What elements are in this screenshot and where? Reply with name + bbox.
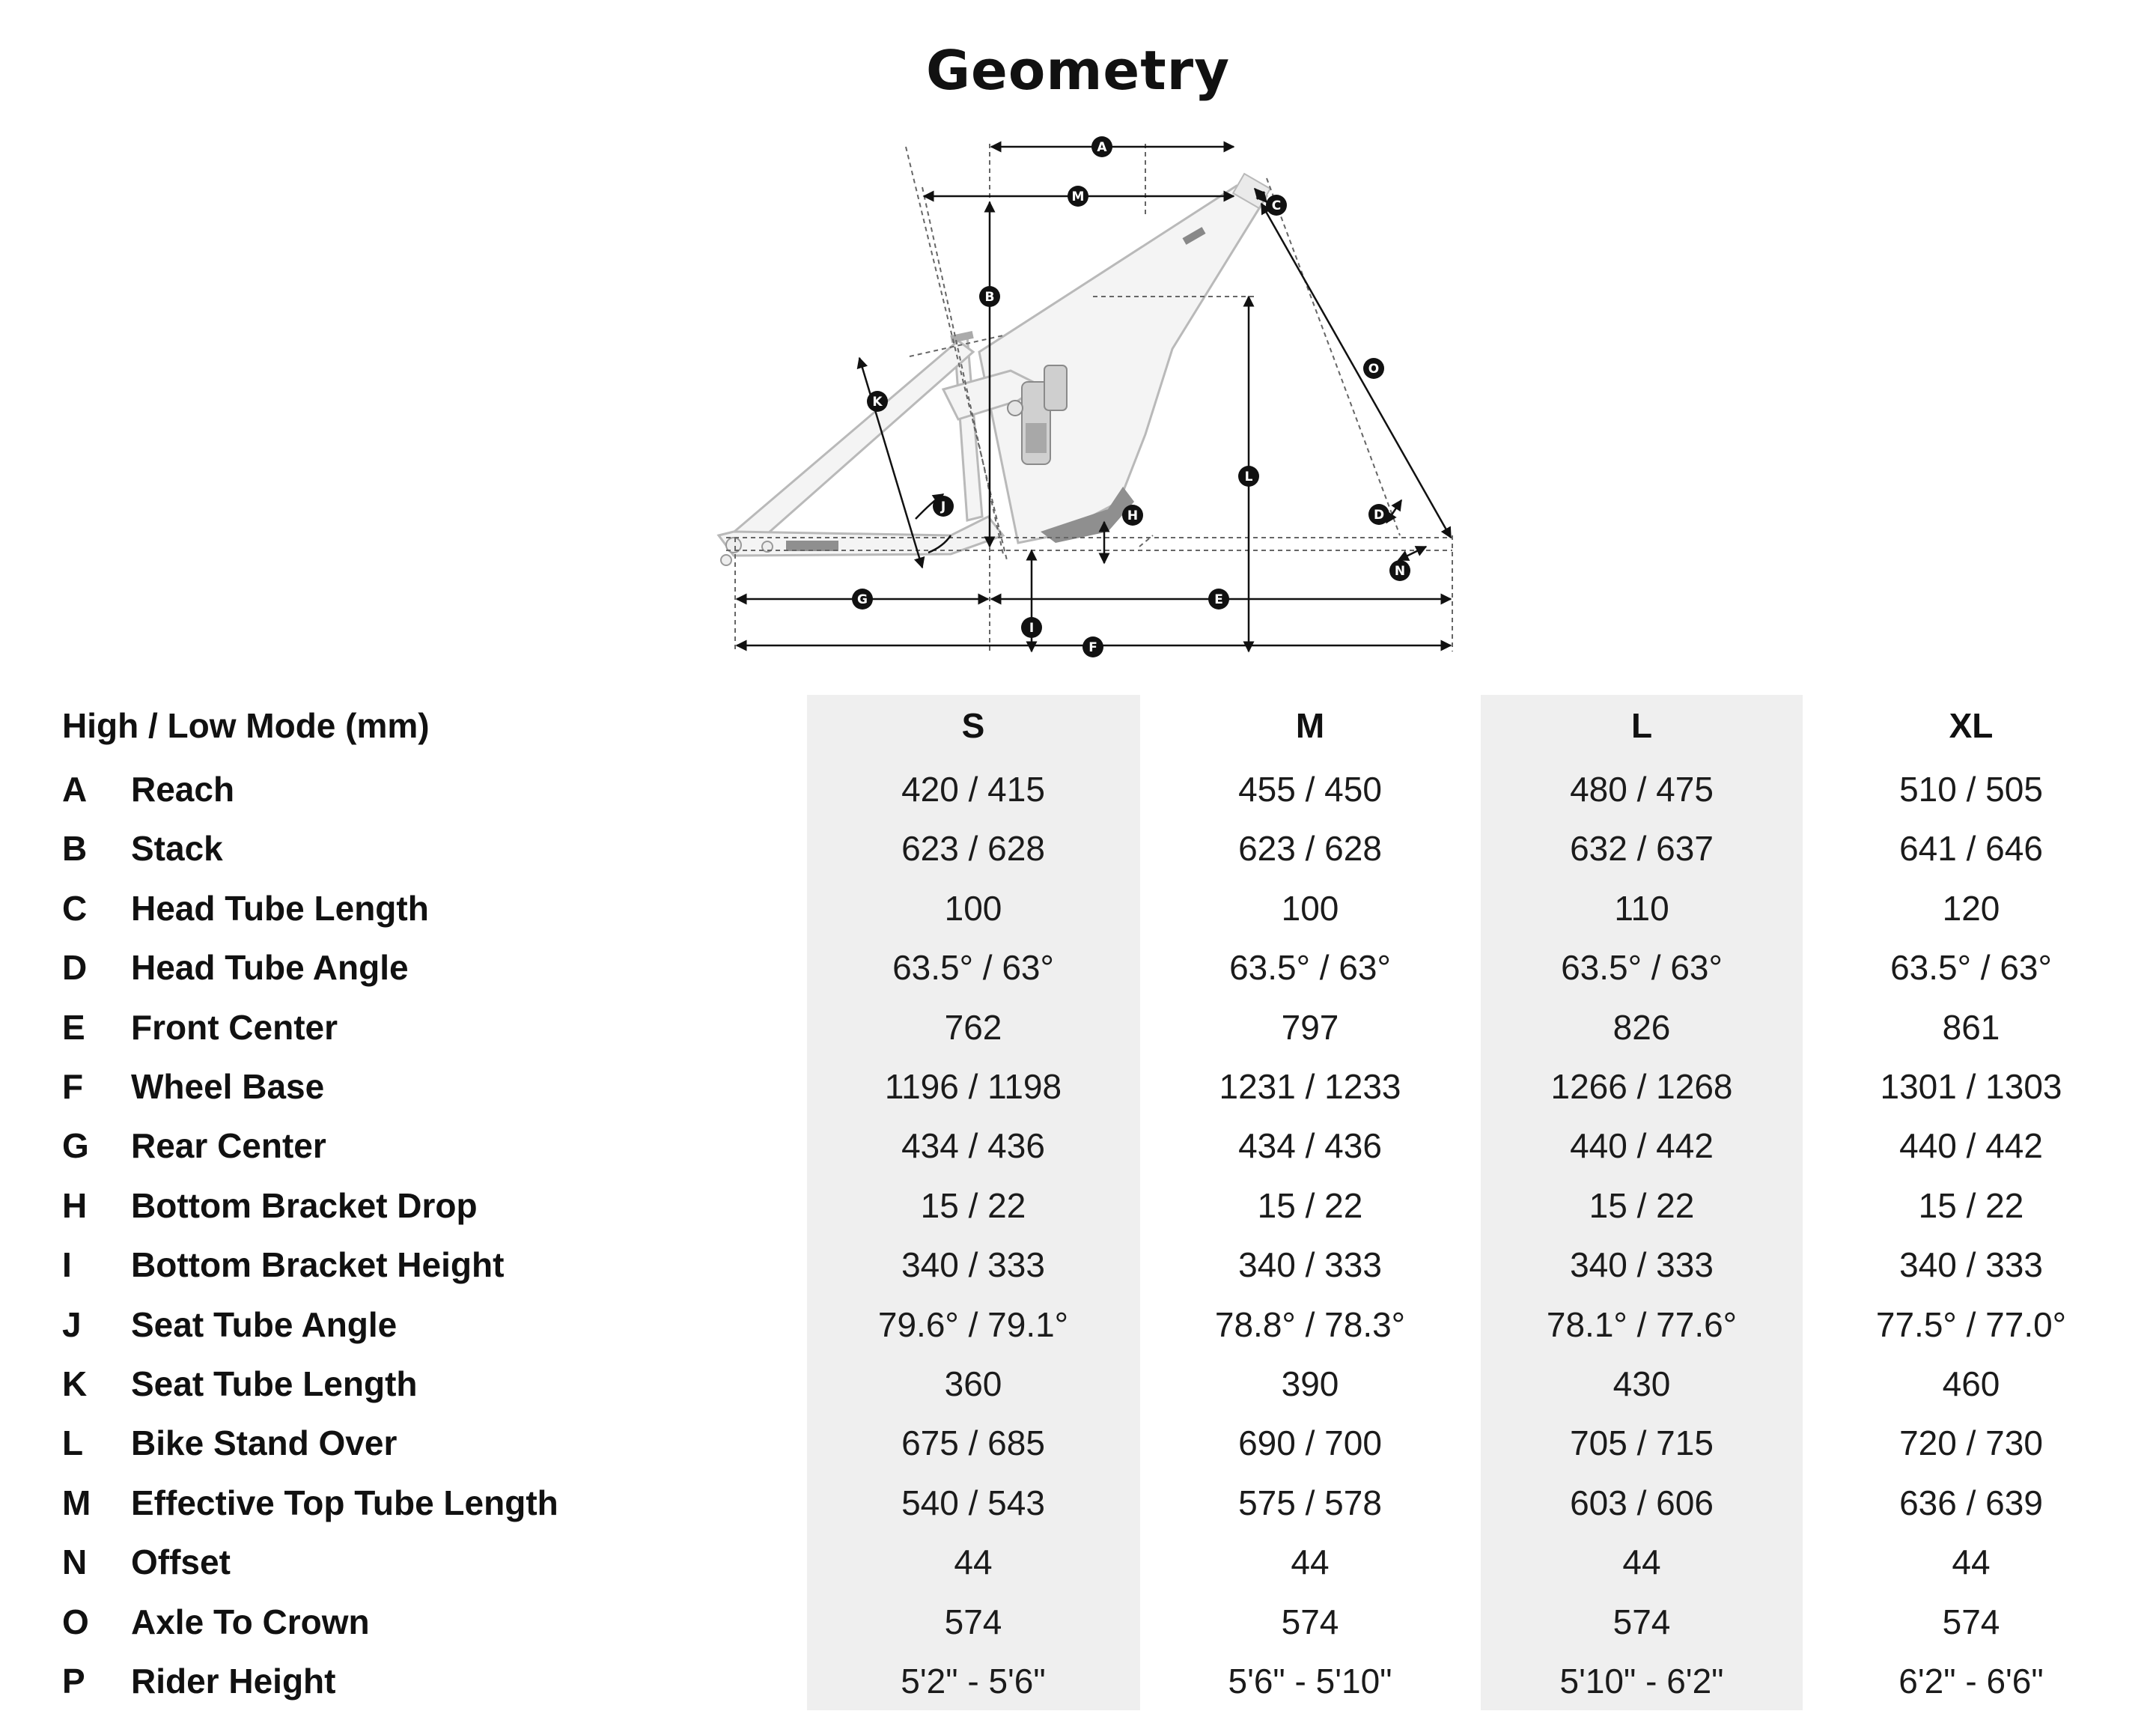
value-n-xl: 44 — [1952, 1543, 1991, 1582]
row-label-d: Head Tube Angle — [131, 948, 409, 988]
value-p-m: 5'6" - 5'10" — [1228, 1662, 1392, 1701]
value-n-l: 44 — [1622, 1543, 1661, 1582]
svg-text:B: B — [984, 290, 995, 305]
page-title: Geometry — [925, 39, 1231, 102]
value-c-l: 110 — [1614, 888, 1669, 928]
row-label-p: Rider Height — [131, 1662, 336, 1701]
callout-a — [1091, 136, 1112, 157]
row-letter-g: G — [62, 1126, 89, 1166]
row-letter-b: B — [62, 829, 88, 869]
row-label-l: Bike Stand Over — [131, 1423, 398, 1463]
value-f-l: 1266 / 1268 — [1550, 1067, 1733, 1106]
svg-text:J: J — [940, 499, 946, 514]
svg-text:G: G — [857, 592, 868, 607]
callout-c — [1266, 195, 1287, 216]
value-d-xl: 63.5° / 63° — [1890, 948, 2052, 988]
svg-text:A: A — [1097, 140, 1107, 155]
row-letter-j: J — [62, 1304, 82, 1344]
value-o-s: 574 — [944, 1602, 1002, 1641]
row-letter-n: N — [62, 1543, 88, 1582]
row-label-c: Head Tube Length — [131, 888, 429, 928]
value-j-l: 78.1° / 77.6° — [1546, 1304, 1738, 1344]
row-letter-h: H — [62, 1185, 88, 1225]
row-letter-a: A — [62, 770, 88, 809]
row-letter-p: P — [62, 1662, 85, 1701]
callout-j — [933, 496, 954, 517]
svg-text:N: N — [1394, 564, 1406, 579]
row-label-a: Reach — [131, 770, 235, 809]
value-j-m: 78.8° / 78.3° — [1214, 1304, 1406, 1344]
row-label-m: Effective Top Tube Length — [131, 1483, 558, 1522]
value-b-l: 632 / 637 — [1570, 829, 1714, 869]
row-letter-i: I — [62, 1245, 72, 1285]
callout-i — [1021, 617, 1042, 638]
row-label-i: Bottom Bracket Height — [131, 1245, 505, 1285]
value-h-l: 15 / 22 — [1589, 1185, 1695, 1225]
svg-text:E: E — [1214, 592, 1223, 607]
value-m-s: 540 / 543 — [901, 1483, 1045, 1522]
svg-text:L: L — [1244, 469, 1253, 484]
value-b-xl: 641 / 646 — [1899, 829, 2043, 869]
value-j-s: 79.6° / 79.1° — [877, 1304, 1069, 1344]
row-letter-e: E — [62, 1007, 85, 1047]
callout-e — [1208, 589, 1229, 610]
value-f-m: 1231 / 1233 — [1219, 1067, 1401, 1106]
value-h-s: 15 / 22 — [920, 1185, 1026, 1225]
callout-l — [1238, 466, 1259, 487]
svg-text:H: H — [1127, 508, 1139, 523]
size-header-xl: XL — [1949, 706, 1994, 745]
row-label-g: Rear Center — [131, 1126, 326, 1166]
value-c-m: 100 — [1281, 888, 1339, 928]
value-i-s: 340 / 333 — [901, 1245, 1045, 1285]
value-o-m: 574 — [1281, 1602, 1339, 1641]
value-e-l: 826 — [1613, 1007, 1671, 1047]
svg-text:I: I — [1029, 621, 1035, 636]
value-d-l: 63.5° / 63° — [1561, 948, 1723, 988]
value-f-xl: 1301 / 1303 — [1880, 1067, 2062, 1106]
size-header-l: L — [1630, 706, 1653, 745]
callout-g — [852, 589, 873, 610]
value-e-xl: 861 — [1942, 1007, 2000, 1047]
value-m-l: 603 / 606 — [1570, 1483, 1714, 1522]
row-label-b: Stack — [131, 829, 223, 869]
table-header-label: High / Low Mode (mm) — [62, 706, 430, 745]
row-letter-o: O — [62, 1602, 89, 1641]
value-a-l: 480 / 475 — [1570, 770, 1714, 809]
value-l-s: 675 / 685 — [901, 1423, 1045, 1463]
svg-text:C: C — [1271, 198, 1282, 213]
value-p-s: 5'2" - 5'6" — [901, 1662, 1046, 1701]
value-m-m: 575 / 578 — [1238, 1483, 1382, 1522]
row-label-h: Bottom Bracket Drop — [131, 1185, 478, 1225]
value-n-m: 44 — [1291, 1543, 1330, 1582]
row-letter-c: C — [62, 888, 88, 928]
callout-b — [979, 286, 1000, 307]
svg-text:F: F — [1088, 640, 1097, 655]
value-f-s: 1196 / 1198 — [884, 1067, 1062, 1106]
value-k-l: 430 — [1613, 1364, 1671, 1403]
value-k-s: 360 — [944, 1364, 1002, 1403]
value-n-s: 44 — [954, 1543, 993, 1582]
value-l-l: 705 / 715 — [1570, 1423, 1714, 1463]
row-letter-l: L — [62, 1423, 84, 1463]
value-g-s: 434 / 436 — [901, 1126, 1045, 1166]
row-label-e: Front Center — [131, 1007, 338, 1047]
value-i-m: 340 / 333 — [1238, 1245, 1382, 1285]
value-l-xl: 720 / 730 — [1899, 1423, 2043, 1463]
value-o-xl: 574 — [1942, 1602, 2000, 1641]
value-k-m: 390 — [1281, 1364, 1339, 1403]
value-a-xl: 510 / 505 — [1899, 770, 2043, 809]
row-label-o: Axle To Crown — [131, 1602, 370, 1641]
value-p-xl: 6'2" - 6'6" — [1898, 1662, 2044, 1701]
value-h-m: 15 / 22 — [1257, 1185, 1363, 1225]
value-k-xl: 460 — [1942, 1364, 2000, 1403]
callout-m — [1068, 186, 1088, 207]
callout-n — [1389, 560, 1410, 581]
value-o-l: 574 — [1613, 1602, 1671, 1641]
row-letter-k: K — [62, 1364, 88, 1403]
value-g-xl: 440 / 442 — [1899, 1126, 2043, 1166]
svg-text:D: D — [1373, 508, 1385, 523]
value-h-xl: 15 / 22 — [1918, 1185, 2024, 1225]
callout-o — [1363, 358, 1384, 379]
svg-text:K: K — [872, 395, 883, 410]
row-letter-f: F — [62, 1067, 84, 1106]
row-label-f: Wheel Base — [131, 1067, 325, 1106]
row-label-n: Offset — [131, 1543, 231, 1582]
value-l-m: 690 / 700 — [1238, 1423, 1382, 1463]
size-header-m: M — [1295, 706, 1325, 745]
value-i-xl: 340 / 333 — [1899, 1245, 2043, 1285]
callout-h — [1122, 505, 1143, 526]
row-letter-d: D — [62, 948, 88, 988]
bike-geometry-diagram — [704, 127, 1512, 666]
value-e-s: 762 — [944, 1007, 1002, 1047]
value-c-xl: 120 — [1942, 888, 2000, 928]
callout-k — [867, 391, 888, 412]
row-letter-m: M — [62, 1483, 91, 1522]
svg-text:O: O — [1368, 362, 1380, 377]
callout-d — [1368, 504, 1389, 525]
value-e-m: 797 — [1281, 1007, 1339, 1047]
value-d-m: 63.5° / 63° — [1229, 948, 1391, 988]
value-b-s: 623 / 628 — [901, 829, 1045, 869]
value-p-l: 5'10" - 6'2" — [1559, 1662, 1724, 1701]
value-g-m: 434 / 436 — [1238, 1126, 1382, 1166]
value-b-m: 623 / 628 — [1238, 829, 1382, 869]
value-c-s: 100 — [944, 888, 1002, 928]
value-a-s: 420 / 415 — [901, 770, 1045, 809]
svg-text:M: M — [1071, 189, 1085, 204]
value-i-l: 340 / 333 — [1570, 1245, 1714, 1285]
row-label-j: Seat Tube Angle — [131, 1304, 398, 1344]
row-label-k: Seat Tube Length — [131, 1364, 418, 1403]
value-j-xl: 77.5° / 77.0° — [1875, 1304, 2067, 1344]
callout-f — [1082, 636, 1103, 657]
size-header-s: S — [961, 706, 985, 745]
value-m-xl: 636 / 639 — [1899, 1483, 2043, 1522]
value-a-m: 455 / 450 — [1238, 770, 1382, 809]
value-d-s: 63.5° / 63° — [892, 948, 1054, 988]
value-g-l: 440 / 442 — [1570, 1126, 1714, 1166]
